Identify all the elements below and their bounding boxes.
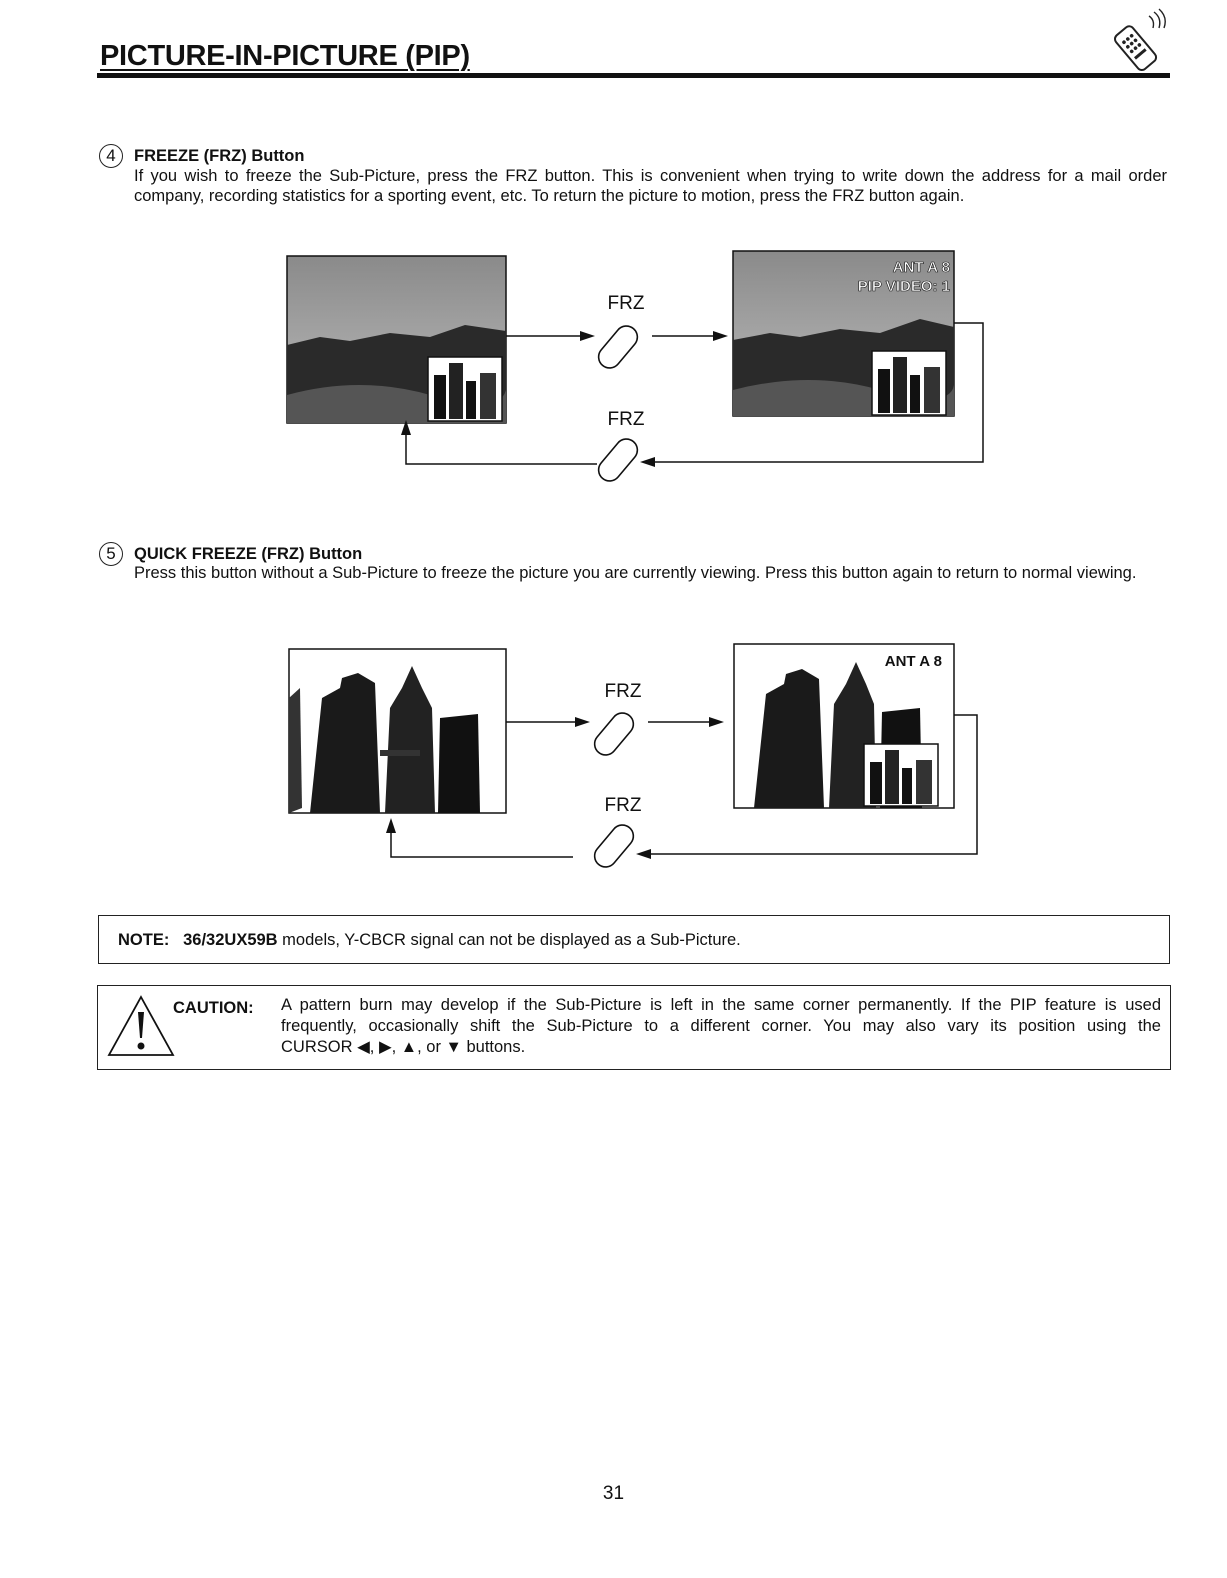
section-heading-quick-freeze: QUICK FREEZE (FRZ) Button xyxy=(134,545,363,563)
note-box xyxy=(98,915,1170,964)
caution-text-line-1: A pattern burn may develop if the Sub-Picture is left in the same corner permanently. If the PIP feature is used xyxy=(281,996,1161,1014)
tv-screen-after xyxy=(734,644,954,808)
tv-screen-before xyxy=(289,649,506,813)
osd-channel: ANT A 8 xyxy=(884,653,942,670)
note-label: NOTE: xyxy=(118,931,170,949)
frz-label-top: FRZ xyxy=(607,293,645,314)
osd-pip-source: PIP VIDEO: 1 xyxy=(857,278,950,295)
page-title: PICTURE-IN-PICTURE (PIP) xyxy=(100,40,470,72)
section-body-quick-freeze: Press this button without a Sub-Picture to freeze the picture you are currently viewing. Press this button again to return to normal viewing. xyxy=(134,564,1137,582)
section-body-freeze: If you wish to freeze the Sub-Picture, press the FRZ button. This is convenient when trying to write down the address for a mail order company, recording statistics for a sporting event, etc. To return the picture to motion, press the FRZ button again. xyxy=(134,167,1167,205)
frz-label-bottom: FRZ xyxy=(604,795,642,816)
frz-button-icon xyxy=(594,435,642,486)
freeze-diagram xyxy=(280,245,990,495)
frz-button-icon xyxy=(594,322,642,373)
caution-label: CAUTION: xyxy=(173,999,254,1017)
caution-text-line-2: frequently, occasionally shift the Sub-Picture to a different corner. You may also vary its position using the xyxy=(281,1017,1161,1035)
osd-channel: ANT A 8 xyxy=(892,259,950,276)
frz-button-icon xyxy=(590,821,638,872)
frz-label-bottom: FRZ xyxy=(607,409,645,430)
note-model: 36/32UX59B xyxy=(183,931,278,949)
quick-freeze-diagram xyxy=(280,638,990,878)
section-heading-freeze: FREEZE (FRZ) Button xyxy=(134,147,305,165)
step-number-5: 5 xyxy=(99,542,123,566)
note-text: models, Y-CBCR signal can not be displayed as a Sub-Picture. xyxy=(277,931,741,949)
title-rule xyxy=(97,73,1170,78)
step-number-4: 4 xyxy=(99,144,123,168)
frz-label-top: FRZ xyxy=(604,681,642,702)
frz-button-icon xyxy=(590,709,638,760)
page-number: 31 xyxy=(602,1483,625,1504)
caution-text-line-3: CURSOR ◀, ▶, ▲, or ▼ buttons. xyxy=(281,1038,526,1056)
tv-screen-before xyxy=(287,256,506,423)
caution-box xyxy=(97,985,1171,1070)
warning-triangle-icon xyxy=(106,994,176,1058)
tv-screen-after xyxy=(733,251,954,416)
remote-control-icon xyxy=(1105,8,1167,72)
